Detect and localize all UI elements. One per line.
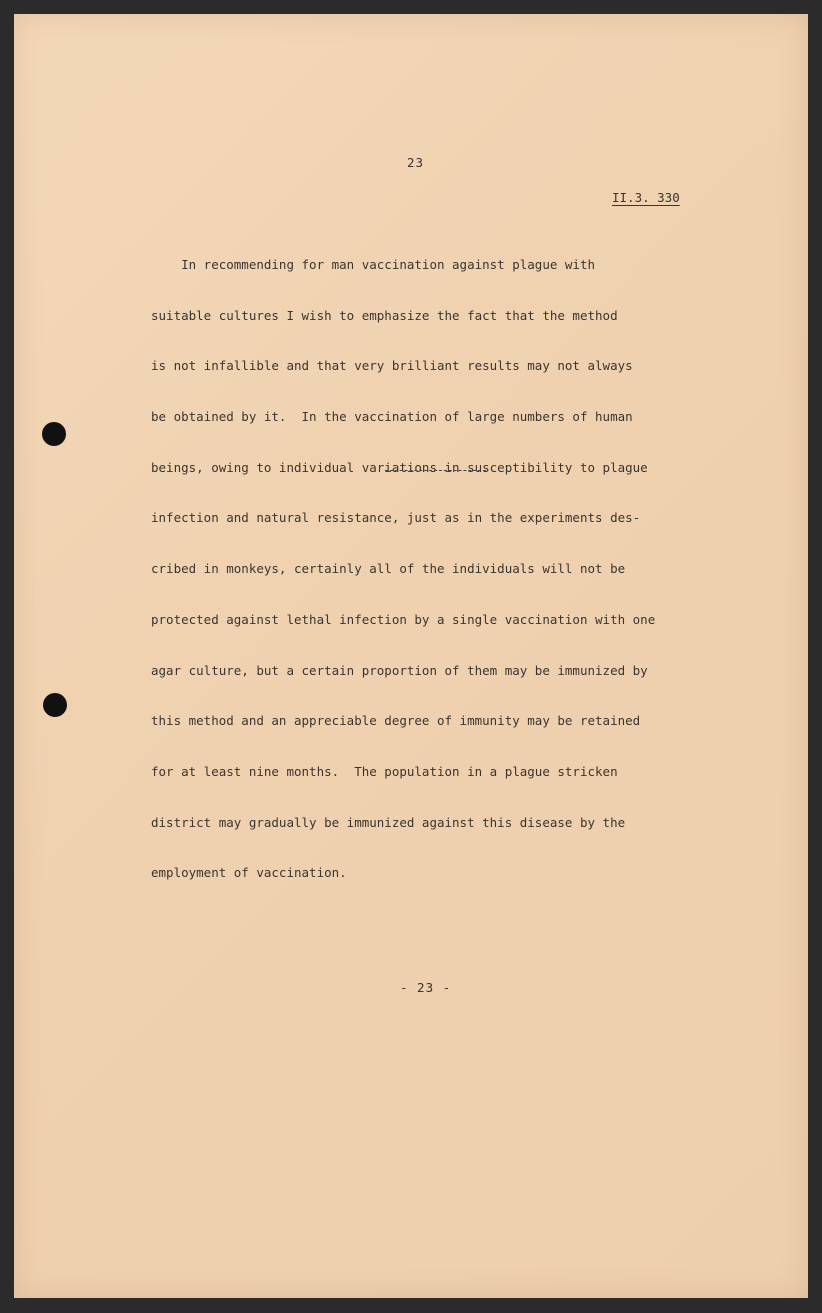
body-line: In recommending for man vaccination against plague with: [151, 256, 596, 272]
document-page: [14, 14, 808, 1298]
page-number-top: 23: [407, 155, 425, 170]
punch-hole: [43, 693, 67, 717]
reference-code: II.3. 330: [612, 190, 680, 205]
body-line: suitable cultures I wish to emphasize the fact that the method: [151, 307, 618, 323]
body-line: district may gradually be immunized against this disease by the: [151, 814, 626, 830]
body-line: infection and natural resistance, just as in the experiments des-: [151, 510, 641, 526]
body-line: agar culture, but a certain proportion of them may be immunized by: [151, 662, 648, 678]
punch-hole: [42, 422, 66, 446]
body-line: cribed in monkeys, certainly all of the individuals will not be: [151, 561, 626, 577]
body-line: beings, owing to individual variations in susceptibility to plague: [151, 459, 648, 475]
body-paragraph: [151, 223, 731, 916]
section-divider: [385, 470, 486, 471]
body-line: protected against lethal infection by a single vaccination with one: [151, 611, 656, 627]
body-line: is not infallible and that very brilliant results may not always: [151, 358, 633, 374]
page-number-bottom: - 23 -: [400, 980, 452, 995]
body-line: this method and an appreciable degree of immunity may be retained: [151, 713, 641, 729]
body-line: be obtained by it. In the vaccination of large numbers of human: [151, 408, 633, 424]
body-line: for at least nine months. The population in a plague stricken: [151, 764, 618, 779]
body-line: employment of vaccination.: [151, 865, 347, 881]
